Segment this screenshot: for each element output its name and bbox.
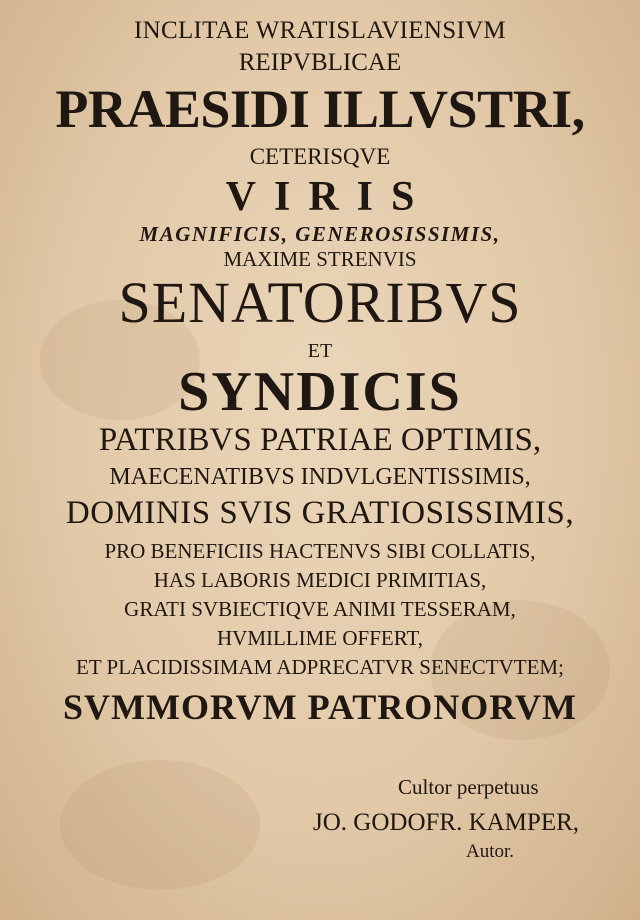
dedication-heading: SYNDICIS bbox=[178, 361, 462, 423]
dedication-line-italic: MAGNIFICIS, GENEROSISSIMIS, bbox=[139, 222, 501, 246]
dedication-line: HAS LABORIS MEDICI PRIMITIAS, bbox=[153, 568, 487, 592]
dedication-line: INCLITAE WRATISLAVIENSIVM bbox=[134, 17, 506, 44]
dedication-line: REIPVBLICAE bbox=[238, 49, 402, 76]
dedication-heading: SVMMORVM PATRONORVM bbox=[62, 687, 578, 727]
dedication-line: CETERISQVE bbox=[249, 144, 391, 169]
paper-stain bbox=[60, 760, 260, 890]
dedication-line: GRATI SVBIECTIQVE ANIMI TESSERAM, bbox=[124, 597, 516, 621]
dedication-heading: VIRIS bbox=[225, 174, 433, 220]
signature-name: JO. GODOFR. KAMPER, bbox=[313, 809, 580, 836]
dedication-line: PATRIBVS PATRIAE OPTIMIS, bbox=[98, 422, 542, 458]
dedication-heading: SENATORIBVS bbox=[118, 270, 522, 335]
dedication-line: ET bbox=[307, 340, 333, 362]
dedication-heading: PRAESIDI ILLVSTRI, bbox=[55, 79, 585, 139]
dedication-line: HVMILLIME OFFERT, bbox=[216, 626, 423, 650]
dedication-line: DOMINIS SVIS GRATIOSISSIMIS, bbox=[65, 495, 575, 531]
signature-closing: Cultor perpetuus bbox=[398, 775, 539, 799]
signature-role: Autor. bbox=[466, 841, 515, 862]
dedication-line: PRO BENEFICIIS HACTENVS SIBI COLLATIS, bbox=[104, 539, 536, 563]
dedication-line: ET PLACIDISSIMAM ADPRECATVR SENECTVTEM; bbox=[76, 655, 564, 679]
dedication-line: MAXIME STRENVIS bbox=[223, 247, 417, 271]
dedication-line: MAECENATIBVS INDVLGENTISSIMIS, bbox=[109, 464, 531, 490]
